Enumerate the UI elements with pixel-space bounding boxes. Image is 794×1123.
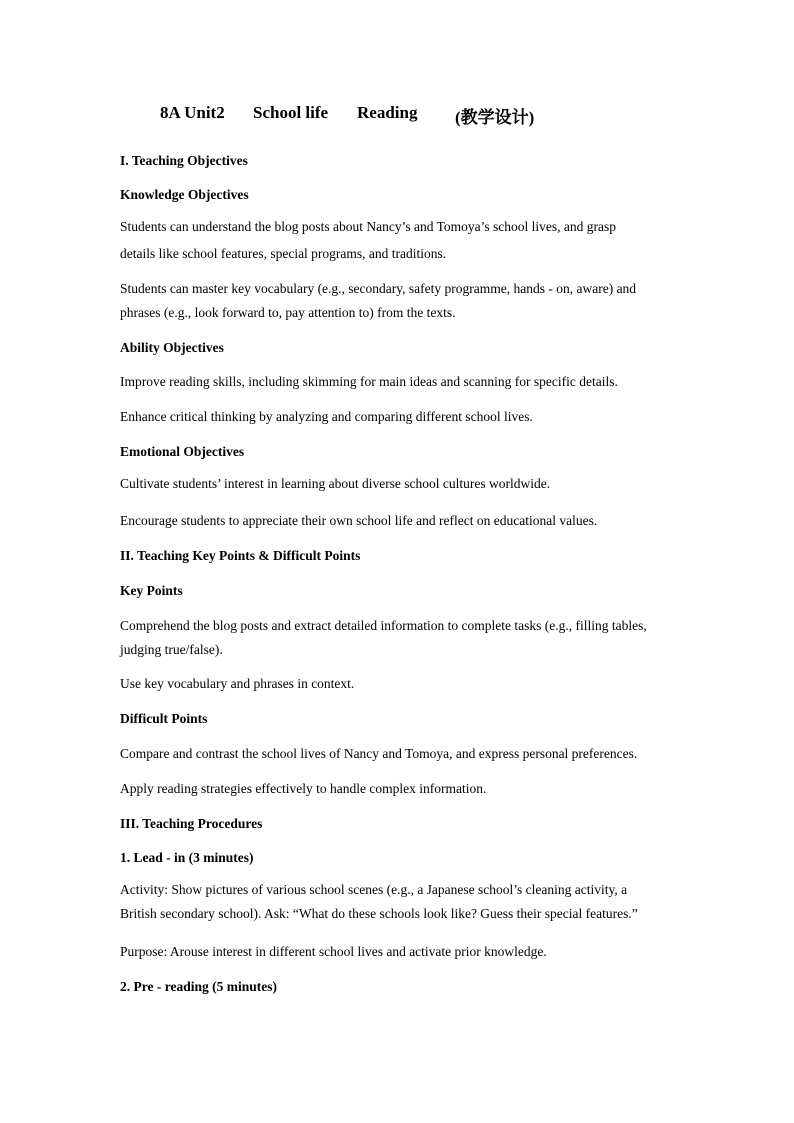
paragraph-line: phrases (e.g., look forward to, pay attention to) from the texts. [120, 305, 456, 320]
subheading-lead-in: 1. Lead - in (3 minutes) [120, 850, 254, 865]
title-topic: School life [253, 103, 329, 122]
paragraph-line: Encourage students to appreciate their own school life and reflect on educational values. [120, 513, 598, 528]
paragraph-line: Purpose: Arouse interest in different school lives and activate prior knowledge. [120, 944, 547, 959]
subheading-key-points: Key Points [120, 583, 183, 598]
paragraph-line: Students can master key vocabulary (e.g., secondary, safety programme, hands - on, aware) and [120, 281, 637, 296]
paragraph-line: British secondary school). Ask: “What do these schools look like? Guess their special features.” [120, 906, 638, 921]
paragraph-line: Comprehend the blog posts and extract detailed information to complete tasks (e.g., filling tables, [120, 618, 647, 633]
title-subtitle: (教学设计) [455, 108, 535, 127]
paragraph-line: Use key vocabulary and phrases in context. [120, 676, 355, 691]
subheading-difficult-points: Difficult Points [120, 711, 208, 726]
subheading-pre-reading: 2. Pre - reading (5 minutes) [120, 979, 277, 994]
section-heading-procedures: III. Teaching Procedures [120, 816, 263, 831]
paragraph-line: Compare and contrast the school lives of Nancy and Tomoya, and express personal preferences. [120, 746, 638, 761]
paragraph-line: judging true/false). [120, 642, 223, 657]
subheading-emotional: Emotional Objectives [120, 444, 245, 459]
paragraph-line: details like school features, special programs, and traditions. [120, 246, 447, 261]
section-heading-key-points: II. Teaching Key Points & Difficult Points [120, 548, 361, 563]
paragraph-line: Activity: Show pictures of various school scenes (e.g., a Japanese school’s cleaning activity, a [120, 882, 628, 897]
title-unit: 8A Unit2 [160, 103, 225, 122]
section-heading-objectives: I. Teaching Objectives [120, 153, 248, 168]
paragraph-line: Enhance critical thinking by analyzing and comparing different school lives. [120, 409, 533, 424]
paragraph-line: Improve reading skills, including skimming for main ideas and scanning for specific details. [120, 374, 618, 389]
subheading-knowledge: Knowledge Objectives [120, 187, 249, 202]
paragraph-line: Cultivate students’ interest in learning about diverse school cultures worldwide. [120, 476, 551, 491]
paragraph-line: Students can understand the blog posts about Nancy’s and Tomoya’s school lives, and grasp [120, 219, 616, 234]
title-section: Reading [357, 103, 418, 122]
paragraph-line: Apply reading strategies effectively to handle complex information. [120, 781, 487, 796]
subheading-ability: Ability Objectives [120, 340, 224, 355]
